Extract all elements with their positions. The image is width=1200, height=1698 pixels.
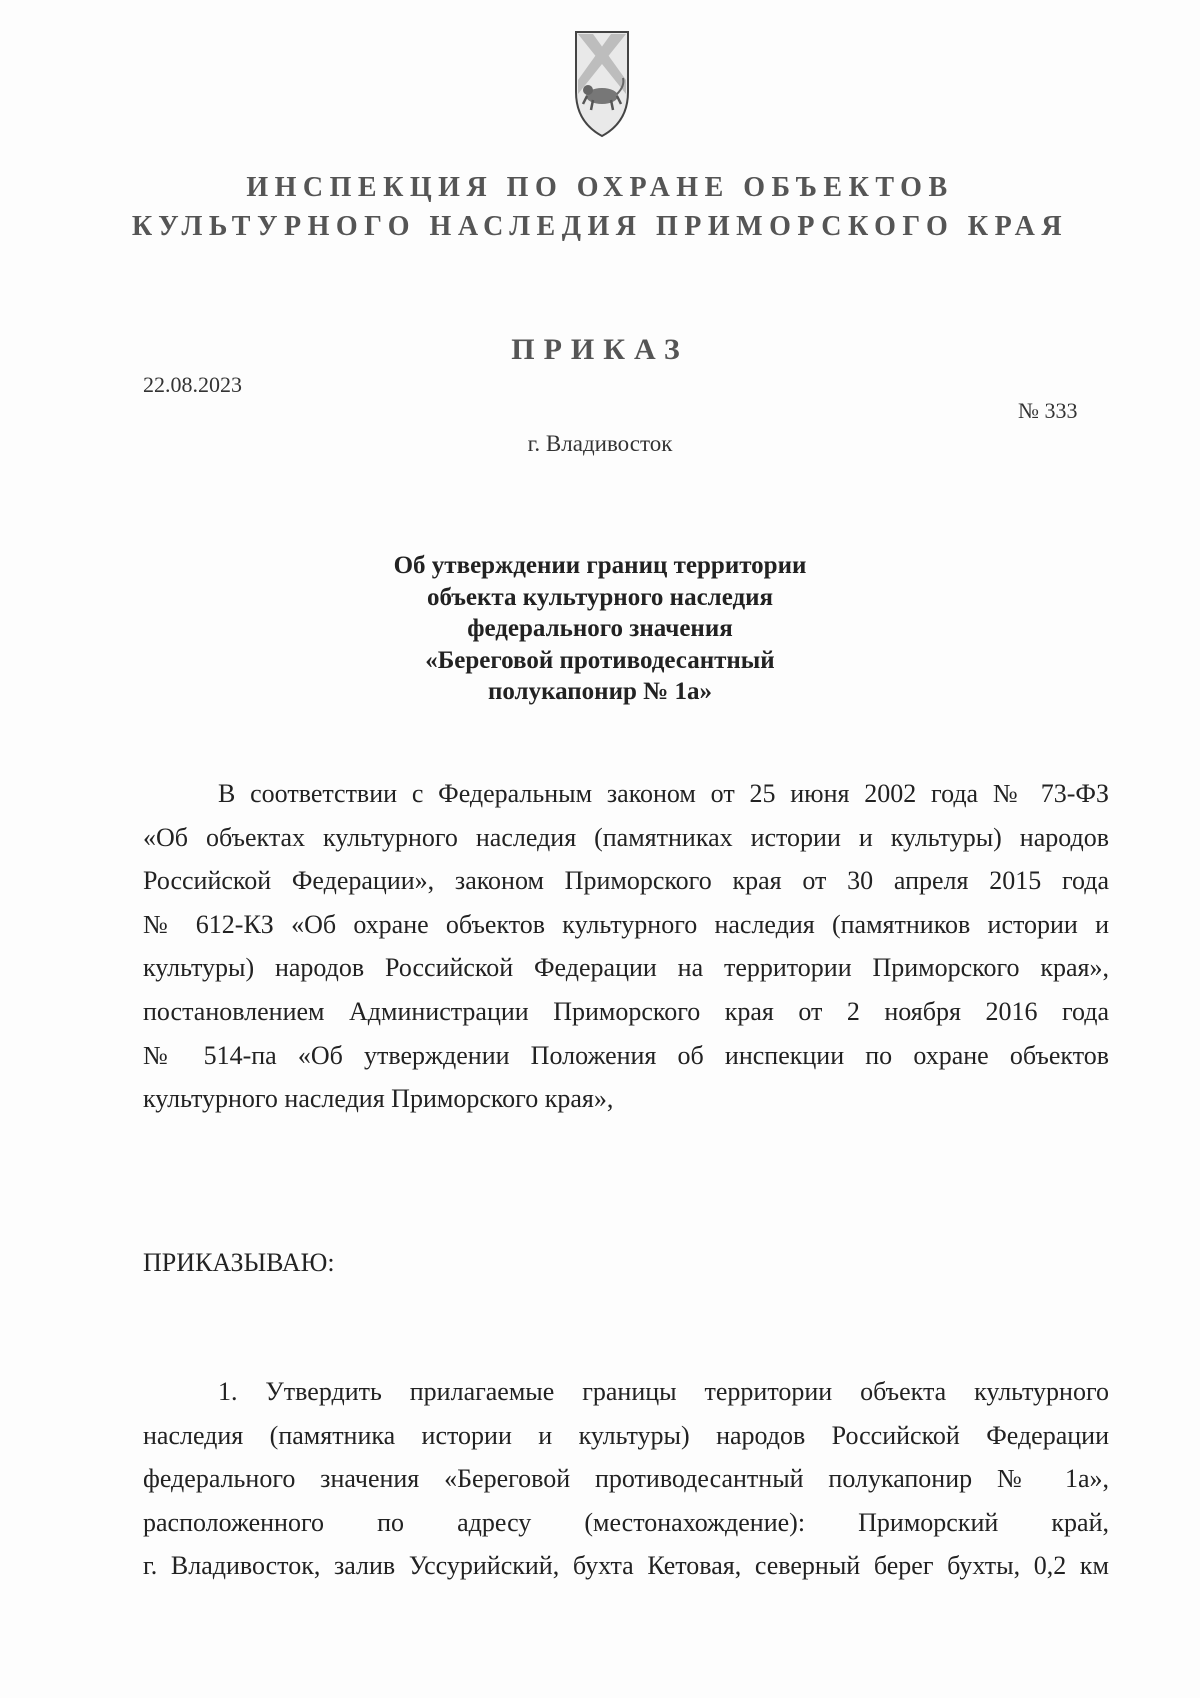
preamble-line: № 514-па «Об утверждении Положения об инспекции по охране объектов	[143, 1040, 1109, 1070]
subject-line: Об утверждении границ территории	[393, 552, 807, 579]
order-date: 22.08.2023	[143, 372, 242, 397]
agency-name-line-1: ИНСПЕКЦИЯ ПО ОХРАНЕ ОБЪЕКТОВ	[246, 172, 954, 203]
item-1-line: наследия (памятника истории и культуры) народов Российской Федерации	[143, 1420, 1109, 1450]
order-subject	[0, 550, 1200, 708]
preamble-line: постановлением Администрации Приморского края от 2 ноября 2016 года	[143, 996, 1109, 1026]
agency-name-line-2: КУЛЬТУРНОГО НАСЛЕДИЯ ПРИМОРСКОГО КРАЯ	[131, 211, 1069, 242]
subject-line: полукапонир № 1а»	[487, 678, 713, 705]
item-1-line: г. Владивосток, залив Уссурийский, бухта Кетовая, северный берег бухты, 0,2 км	[143, 1551, 1109, 1581]
subject-line: «Береговой противодесантный	[425, 646, 775, 674]
preamble-line: «Об объектах культурного наследия (памятниках истории и культуры) народов	[143, 822, 1109, 852]
item-1-paragraph	[143, 1370, 1109, 1588]
subject-line: федерального значения	[467, 615, 733, 642]
item-1-line: федерального значения «Береговой противодесантный полукапонир № 1а»,	[143, 1464, 1109, 1494]
item-1-line: 1. Утвердить прилагаемые границы территории объекта культурного	[218, 1377, 1109, 1406]
order-city: г. Владивосток	[527, 431, 673, 456]
order-directive-word: ПРИКАЗЫВАЮ:	[143, 1248, 335, 1277]
subject-line: объекта культурного наследия	[426, 583, 774, 611]
preamble-line: культурного наследия Приморского края»,	[143, 1084, 614, 1114]
coat-of-arms-icon	[573, 30, 631, 140]
preamble-line: Российской Федерации», законом Приморского края от 30 апреля 2015 года	[143, 866, 1109, 896]
preamble-line: культуры) народов Российской Федерации на территории Приморского края»,	[143, 953, 1109, 983]
order-number: № 333	[1018, 398, 1078, 423]
preamble-line: В соответствии с Федеральным законом от 25 июня 2002 года № 73-ФЗ	[218, 779, 1109, 808]
preamble-line: № 612-КЗ «Об охране объектов культурного наследия (памятников истории и	[143, 909, 1109, 939]
item-1-line: расположенного по адресу (местонахождение): Приморский край,	[143, 1507, 1109, 1537]
preamble-paragraph	[143, 772, 1109, 1121]
document-title: ПРИКАЗ	[511, 333, 689, 366]
